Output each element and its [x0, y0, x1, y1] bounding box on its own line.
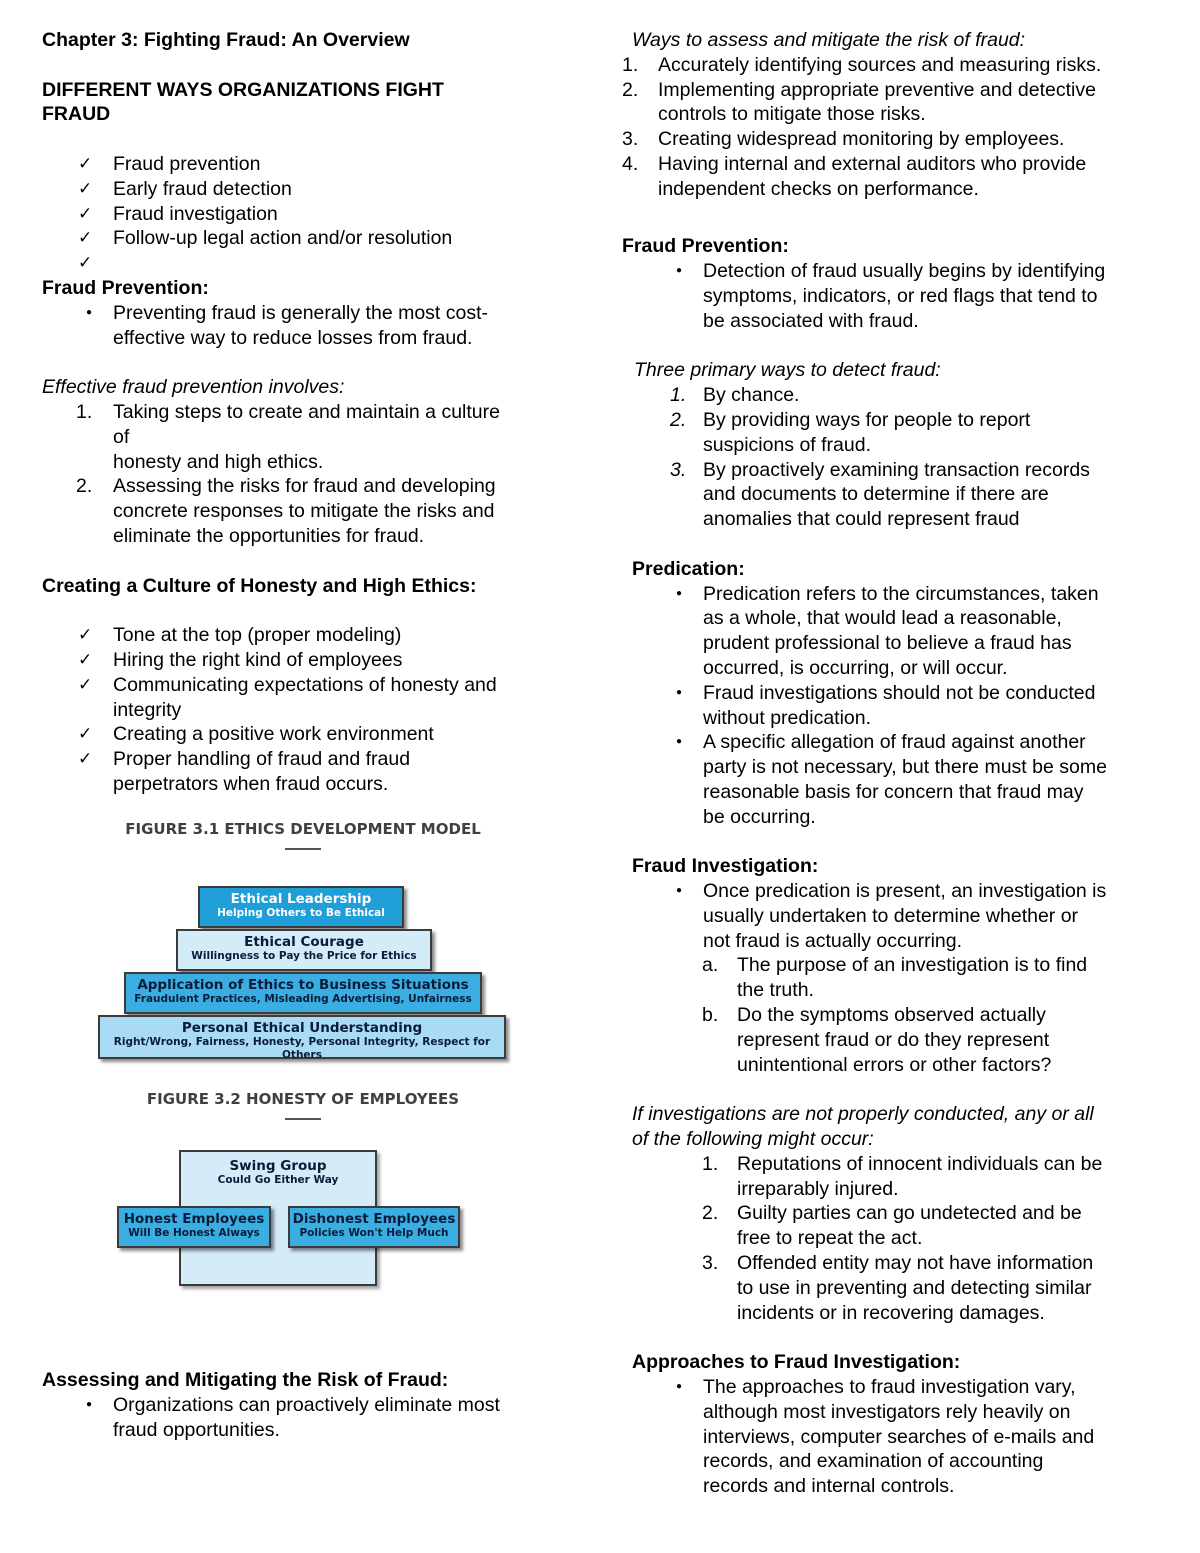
item-letter: a. — [702, 954, 719, 977]
item-line: Creating widespread monitoring by employees. — [658, 128, 1065, 151]
item-line: Implementing appropriate preventive and detective — [658, 78, 1096, 101]
box-title: Honest Employees — [123, 1211, 265, 1227]
item-letter: b. — [702, 1004, 719, 1027]
level-subtitle: Helping Others to Be Ethical — [217, 907, 385, 919]
lettered-item — [632, 953, 1167, 1003]
check-item: ✓ Fraud investigation — [42, 202, 562, 227]
numbered-item — [632, 1152, 1167, 1202]
bullet-line: ● Once predication is present, an investigation is — [703, 880, 1107, 903]
item-line: ✓ Communicating expectations of honesty and — [113, 673, 497, 696]
item-line: By providing ways for people to report — [703, 408, 1031, 431]
check-item: ✓ Fraud prevention — [42, 152, 562, 177]
item-number: 3. — [622, 128, 639, 151]
item-number: 1. — [76, 400, 93, 423]
approaches-heading: Approaches to Fraud Investigation: — [632, 1351, 961, 1374]
investigation-heading: Fraud Investigation: — [632, 855, 819, 878]
dishonest-employees-box — [288, 1206, 460, 1248]
level-title: Personal Ethical Understanding — [181, 1020, 423, 1036]
pyramid-level-application — [124, 972, 482, 1014]
assess-bullets — [42, 1393, 562, 1443]
prevention-heading: Fraud Prevention: — [42, 276, 209, 299]
numbered-item — [622, 127, 1167, 152]
culture-checklist — [42, 623, 562, 797]
item-line: Do the symptoms observed actually — [737, 1004, 1046, 1027]
pyramid-level-personal-understanding — [98, 1015, 506, 1059]
box-subtitle: Could Go Either Way — [217, 1174, 339, 1186]
investigation-sublist — [632, 953, 1167, 1077]
item-number: 2. — [670, 408, 687, 431]
pyramid-level-ethical-leadership — [198, 886, 404, 928]
item-line: independent checks on performance. — [658, 177, 979, 200]
ways-heading-line-2: FRAUD — [42, 103, 111, 126]
item-line: ✓ Creating a positive work environment — [113, 723, 434, 746]
check-item — [42, 747, 562, 797]
item-line: eliminate the opportunities for fraud. — [113, 524, 425, 547]
right-prevention-heading: Fraud Prevention: — [622, 235, 789, 258]
numbered-item — [622, 152, 1167, 202]
bullet-line: prudent professional to believe a fraud has — [703, 632, 1072, 655]
figure-ethics-development-model — [98, 820, 508, 1070]
item-number: 3. — [702, 1252, 719, 1275]
item-line: ✓ Tone at the top (proper modeling) — [113, 624, 402, 647]
culture-heading: Creating a Culture of Honesty and High Ethics: — [42, 574, 477, 597]
bullet-item — [632, 730, 1167, 829]
item-line: The purpose of an investigation is to find — [737, 954, 1088, 977]
approaches-bullets — [632, 1375, 1167, 1499]
check-item: ✓ Early fraud detection — [42, 177, 562, 202]
numbered-item — [622, 53, 1167, 78]
item-number: 3. — [670, 458, 687, 481]
item-line: the truth. — [737, 979, 814, 1002]
numbered-item — [622, 78, 1167, 128]
bullet-item — [632, 879, 1167, 953]
bullet-line: not fraud is actually occurring. — [703, 929, 963, 952]
detect-heading: Three primary ways to detect fraud: — [634, 359, 941, 382]
item-line: incidents or in recovering damages. — [737, 1301, 1045, 1324]
level-title: Ethical Leadership — [230, 891, 372, 907]
item-line: unintentional errors or other factors? — [737, 1053, 1052, 1076]
bullet-line: ● Fraud investigations should not be conducted — [703, 681, 1096, 704]
figure-title: FIGURE 3.2 HONESTY OF EMPLOYEES — [146, 1090, 460, 1108]
bullet-line: effective way to reduce losses from fraud. — [113, 326, 473, 349]
bullet-line: ● A specific allegation of fraud against another — [703, 731, 1086, 754]
bullet-item — [632, 681, 1167, 731]
numbered-item — [632, 1201, 1167, 1251]
effective-list — [42, 400, 562, 549]
item-number: 1. — [670, 384, 687, 407]
item-line: integrity — [113, 698, 182, 721]
item-line: to use in preventing and detecting similar — [737, 1276, 1092, 1299]
item-number: 1. — [702, 1152, 719, 1175]
item-line: anomalies that could represent fraud — [703, 508, 1020, 531]
ways-heading-line-1: DIFFERENT WAYS ORGANIZATIONS FIGHT — [42, 78, 444, 101]
effective-heading: Effective fraud prevention involves: — [42, 376, 345, 399]
bullet-line: ● Preventing fraud is generally the most cost- — [113, 301, 489, 324]
numbered-item — [632, 1251, 1167, 1325]
honest-employees-box — [117, 1206, 271, 1248]
figure-title: FIGURE 3.1 ETHICS DEVELOPMENT MODEL — [125, 820, 481, 838]
bullet-line: interviews, computer searches of e-mails and — [703, 1425, 1095, 1448]
item-line: Offended entity may not have information — [737, 1252, 1094, 1275]
left-column — [42, 28, 562, 797]
investigation-bullets — [632, 879, 1167, 953]
chapter-title: Chapter 3: Fighting Fraud: An Overview — [42, 29, 410, 51]
bullet-item — [632, 259, 1167, 333]
left-column-bottom — [42, 1368, 562, 1442]
bullet-line: be occurring. — [703, 805, 816, 828]
mitigate-heading: Ways to assess and mitigate the risk of fraud: — [632, 29, 1026, 51]
item-line: of — [113, 425, 130, 448]
bullet-line: ● Organizations can proactively eliminate most — [113, 1393, 500, 1416]
item-line: concrete responses to mitigate the risks and — [113, 500, 495, 523]
right-column — [622, 28, 1167, 1499]
figure-honesty-of-employees — [98, 1090, 508, 1290]
item-line: ✓ Proper handling of fraud and fraud — [113, 748, 411, 771]
item-line: Assessing the risks for fraud and developing — [113, 475, 496, 498]
item-line: controls to mitigate those risks. — [658, 103, 926, 126]
box-subtitle: Policies Won't Help Much — [299, 1227, 449, 1239]
item-line: Taking steps to create and maintain a culture — [113, 400, 500, 423]
item-line: ✓ Hiring the right kind of employees — [113, 648, 403, 671]
figure-title-rule — [285, 848, 321, 850]
bullet-line: ● The approaches to fraud investigation vary, — [703, 1376, 1076, 1399]
bullet-line: records, and examination of accounting — [703, 1450, 1044, 1473]
item-line: represent fraud or do they represent — [737, 1028, 1050, 1051]
bullet-line: without predication. — [703, 706, 872, 729]
check-item — [42, 722, 562, 747]
item-line: Having internal and external auditors who provide — [658, 152, 1087, 175]
box-subtitle: Will Be Honest Always — [128, 1227, 260, 1239]
bullet-line: ● Detection of fraud usually begins by identifying — [703, 260, 1106, 283]
box-title: Swing Group — [229, 1158, 327, 1174]
item-line: suspicions of fraud. — [703, 433, 872, 456]
pyramid-level-ethical-courage — [176, 929, 432, 971]
improper-heading-line-2: of the following might occur: — [632, 1128, 874, 1151]
level-subtitle: Willingness to Pay the Price for Ethics — [191, 950, 417, 962]
item-line: Reputations of innocent individuals can be — [737, 1152, 1103, 1175]
check-item: ✓ Follow-up legal action and/or resolution — [42, 226, 562, 251]
prevention-bullets — [42, 301, 562, 351]
item-number: 2. — [622, 78, 639, 101]
bullet-item — [42, 1393, 562, 1443]
ways-checklist — [42, 152, 562, 276]
level-title: Ethical Courage — [244, 934, 364, 950]
bullet-line: although most investigators rely heavily on — [703, 1400, 1071, 1423]
bullet-line: occurred, is occurring, or will occur. — [703, 656, 1008, 679]
item-line: Guilty parties can go undetected and be — [737, 1202, 1082, 1225]
item-line: honesty and high ethics. — [113, 450, 324, 473]
item-line: free to repeat the act. — [737, 1227, 923, 1250]
numbered-item — [622, 383, 1167, 408]
item-line: perpetrators when fraud occurs. — [113, 772, 389, 795]
bullet-line: fraud opportunities. — [113, 1418, 280, 1441]
improper-heading-line-1: If investigations are not properly conducted, any or all — [632, 1103, 1094, 1126]
bullet-item — [42, 301, 562, 351]
bullet-line: ● Predication refers to the circumstances, taken — [703, 582, 1099, 605]
bullet-line: be associated with fraud. — [703, 309, 919, 332]
check-item — [42, 623, 562, 648]
item-line: Accurately identifying sources and measuring risks. — [658, 53, 1102, 76]
level-subtitle: Fraudulent Practices, Misleading Advertising, Unfairness — [134, 993, 472, 1005]
item-line: By proactively examining transaction records — [703, 458, 1090, 481]
bullet-line: party is not necessary, but there must be some — [703, 756, 1107, 779]
predication-bullets — [632, 582, 1167, 830]
figure-title-rule — [285, 1118, 321, 1120]
mitigate-list — [622, 53, 1167, 202]
improper-list — [632, 1152, 1167, 1326]
check-item — [42, 648, 562, 673]
bullet-line: as a whole, that would lead a reasonable, — [703, 607, 1062, 630]
bullet-line: records and internal controls. — [703, 1475, 955, 1498]
bullet-item — [632, 1375, 1167, 1499]
item-number: 2. — [702, 1202, 719, 1225]
numbered-item — [42, 474, 562, 548]
bullet-line: symptoms, indicators, or red flags that tend to — [703, 284, 1098, 307]
numbered-item — [42, 400, 562, 474]
numbered-item — [622, 408, 1167, 458]
detect-list — [622, 383, 1167, 532]
item-line: irreparably injured. — [737, 1177, 899, 1200]
item-number: 1. — [622, 53, 639, 76]
right-prevention-bullets — [632, 259, 1167, 333]
check-item — [42, 673, 562, 723]
bullet-line: usually undertaken to determine whether or — [703, 904, 1079, 927]
lettered-item — [632, 1003, 1167, 1077]
predication-heading: Predication: — [632, 557, 745, 580]
item-number: 2. — [76, 475, 93, 498]
box-title: Dishonest Employees — [292, 1211, 456, 1227]
numbered-item — [622, 458, 1167, 532]
check-item-empty — [42, 251, 562, 276]
level-subtitle: Right/Wrong, Fairness, Honesty, Personal Integrity, Respect for Others — [113, 1036, 491, 1061]
item-number: 4. — [622, 152, 639, 175]
item-line: By chance. — [703, 384, 800, 407]
assess-heading: Assessing and Mitigating the Risk of Fraud: — [42, 1369, 449, 1391]
bullet-item — [632, 582, 1167, 681]
level-title: Application of Ethics to Business Situations — [137, 977, 469, 993]
bullet-line: reasonable basis for concern that fraud may — [703, 780, 1084, 803]
item-line: and documents to determine if there are — [703, 483, 1049, 506]
